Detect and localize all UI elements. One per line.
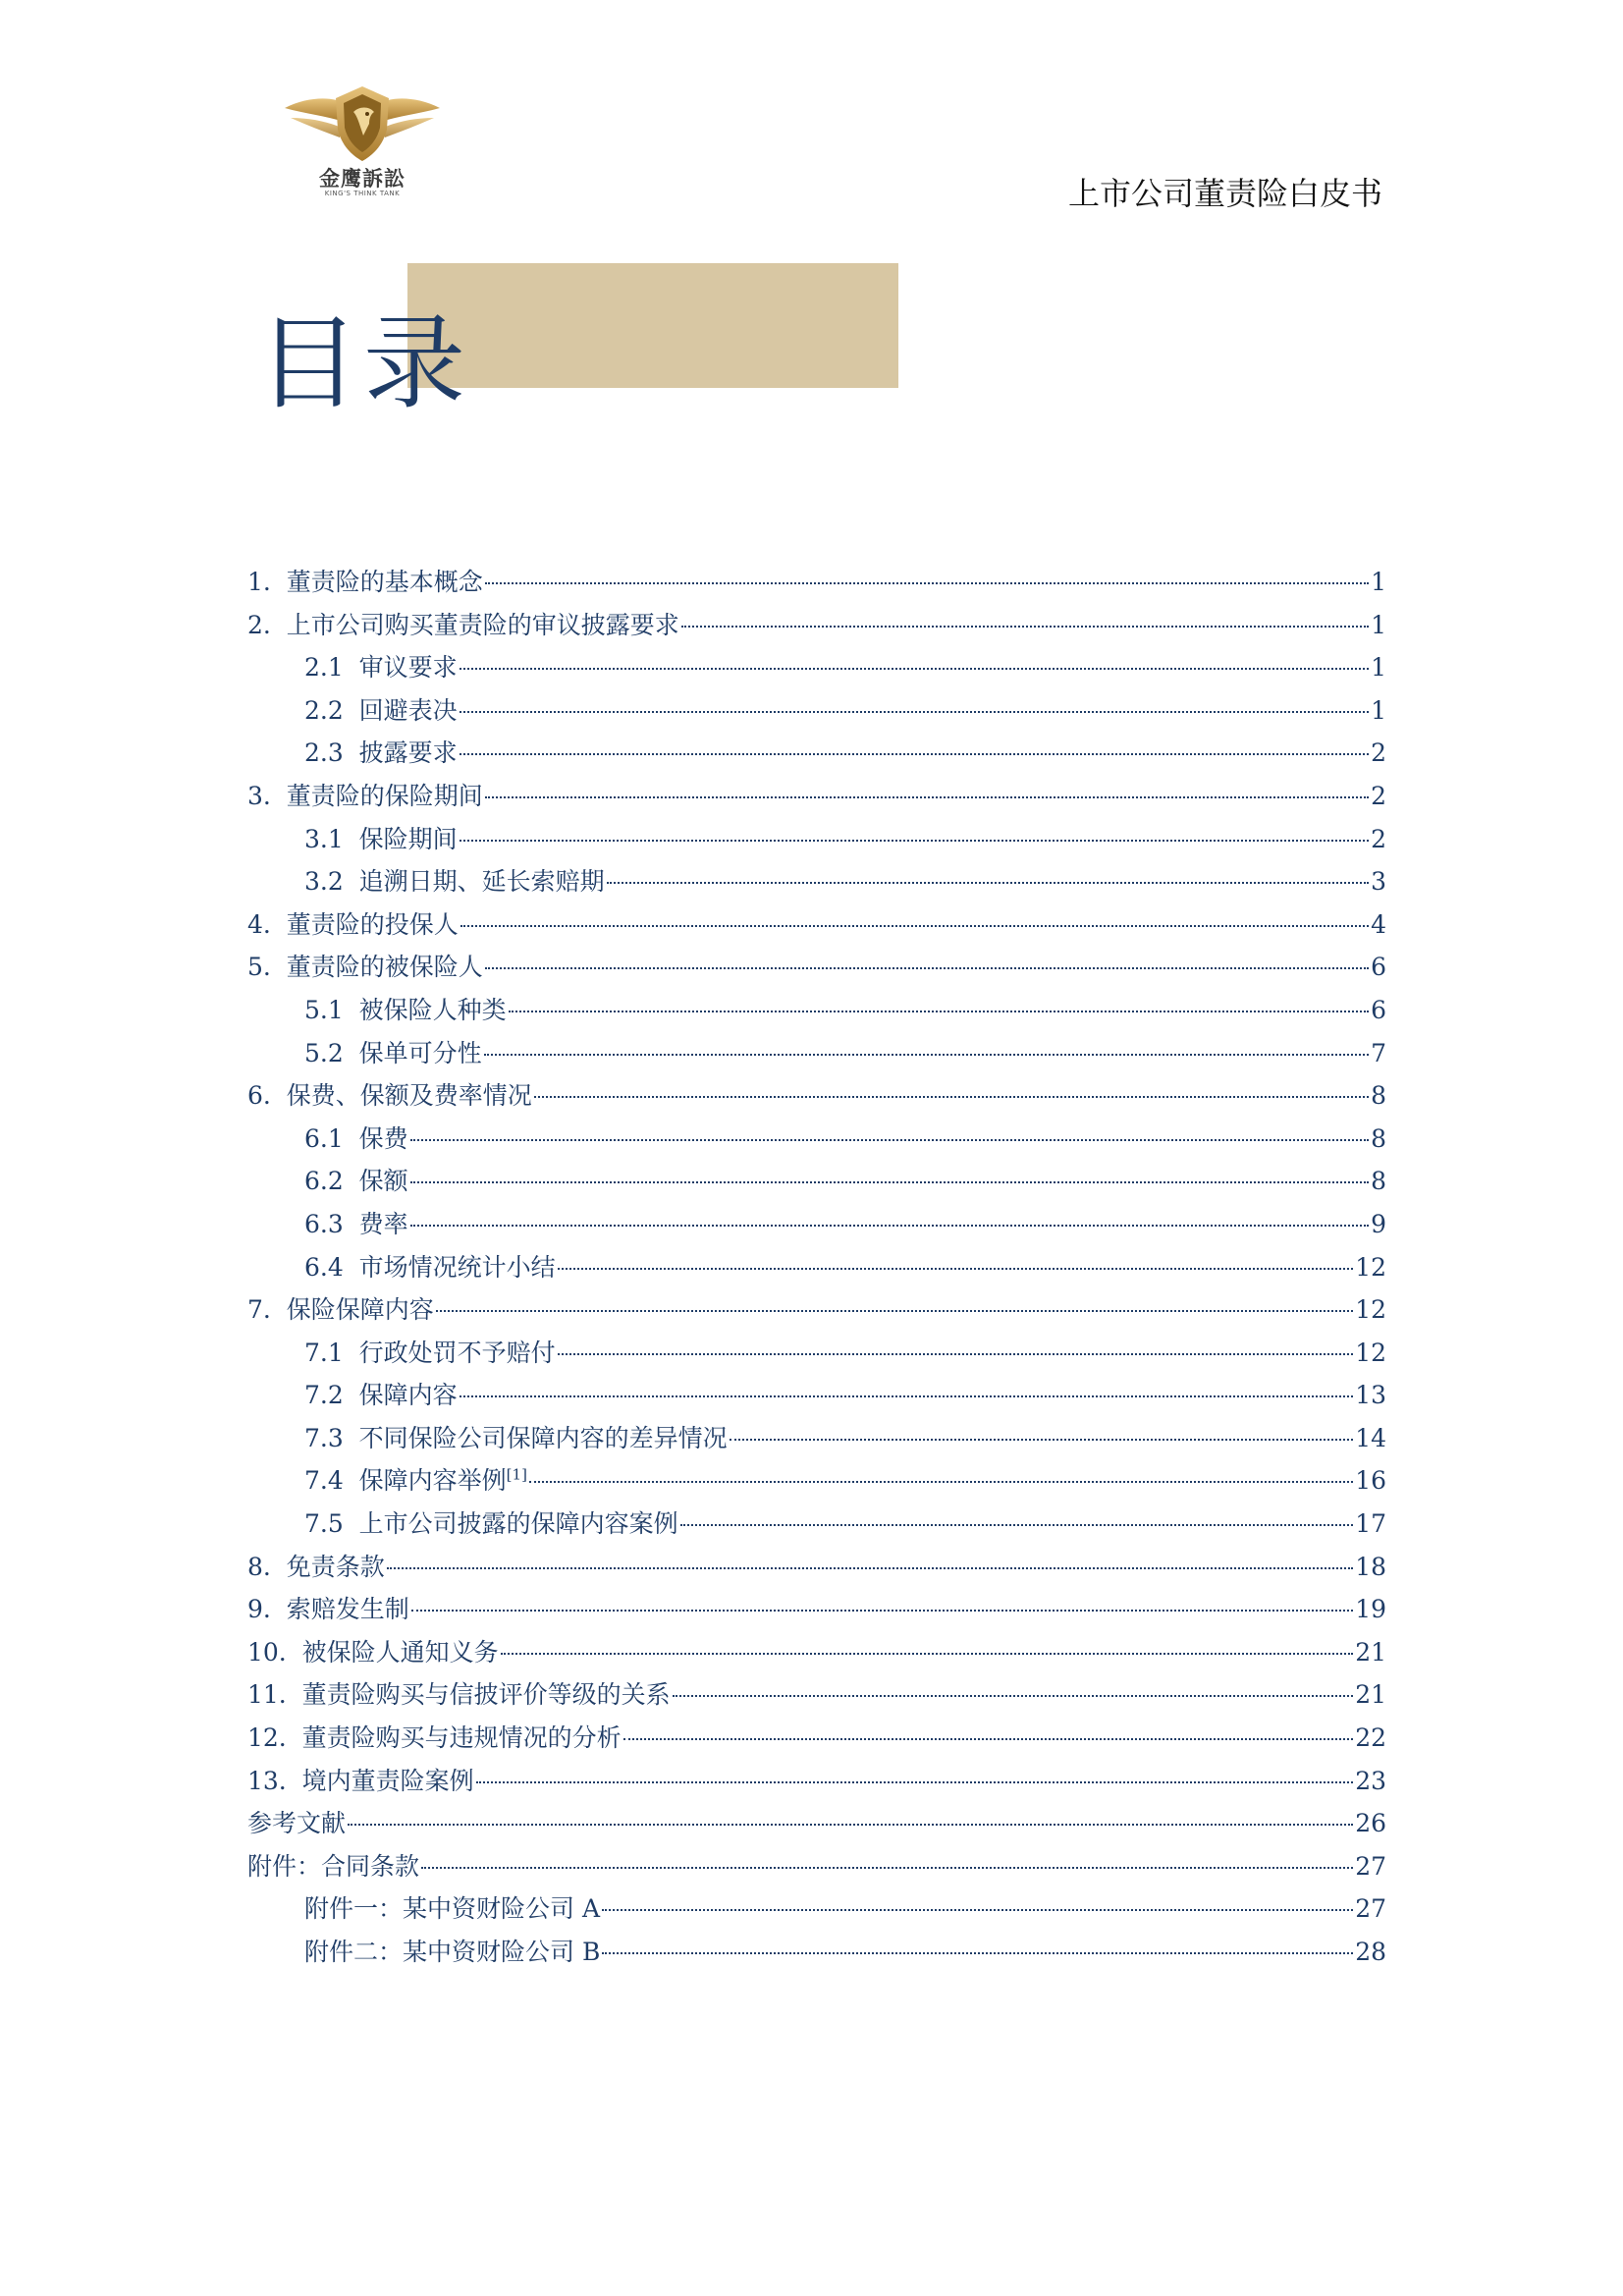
toc-entry[interactable] (247, 991, 1386, 1034)
toc-entry-title: 追溯日期、延长索赔期 (358, 867, 605, 897)
toc-entry[interactable] (247, 1034, 1386, 1077)
toc-entry-title: 回避表决 (358, 695, 458, 725)
toc-entry-page: 2 (1371, 738, 1386, 768)
toc-entry[interactable] (247, 1461, 1386, 1504)
toc-entry[interactable] (247, 1205, 1386, 1248)
toc-entry-number: 7.3 (304, 1423, 359, 1452)
toc-entry-title: 被保险人通知义务 (301, 1637, 499, 1667)
dot-leader (410, 1181, 1369, 1183)
toc-entry-number: 7.1 (304, 1338, 359, 1367)
document-title: 上市公司董责险白皮书 (1067, 175, 1382, 212)
toc-entry[interactable] (247, 1376, 1386, 1419)
dot-leader (501, 1653, 1354, 1655)
toc-entry[interactable] (247, 905, 1386, 949)
toc-entry-page: 6 (1371, 953, 1386, 982)
dot-leader (460, 668, 1369, 670)
toc-entry-page: 6 (1371, 995, 1386, 1024)
dot-leader (460, 840, 1369, 842)
toc-entry-page: 22 (1355, 1723, 1386, 1753)
dot-leader (348, 1824, 1353, 1826)
toc-entry-page: 2 (1371, 824, 1386, 853)
toc-entry-number: 1. (247, 568, 287, 596)
toc-entry[interactable] (247, 1548, 1386, 1591)
toc-entry-title: 保障内容举例[1] (358, 1466, 527, 1496)
toc-entry-page: 26 (1355, 1809, 1386, 1838)
toc-entry[interactable] (247, 1334, 1386, 1377)
dot-leader (460, 1395, 1354, 1397)
toc-entry-page: 27 (1355, 1894, 1386, 1924)
toc-heading: 目录 (257, 303, 470, 423)
toc-entry[interactable] (247, 1675, 1386, 1719)
toc-entry-page: 3 (1371, 867, 1386, 897)
toc-entry-page: 2 (1371, 781, 1386, 810)
dot-leader (681, 626, 1369, 628)
dot-leader (485, 967, 1369, 969)
toc-entry-title: 董责险的被保险人 (286, 953, 483, 982)
dot-leader (484, 1054, 1369, 1056)
dot-leader (485, 796, 1369, 798)
toc-entry-title: 董责险购买与违规情况的分析 (301, 1723, 622, 1753)
toc-entry-title: 审议要求 (358, 653, 458, 683)
logo-name: 金鹰訴訟 (319, 166, 406, 191)
dot-leader (602, 1952, 1353, 1954)
toc-entry[interactable] (247, 1719, 1386, 1762)
dot-leader (534, 1096, 1369, 1098)
toc-entry-number: 7.2 (304, 1381, 359, 1410)
table-of-contents (247, 563, 1386, 1976)
toc-entry-title: 保障内容 (358, 1381, 458, 1410)
toc-entry-title: 董责险购买与信披评价等级的关系 (301, 1680, 671, 1710)
dot-leader (387, 1567, 1353, 1569)
toc-entry-page: 21 (1355, 1637, 1386, 1667)
toc-entry-page: 14 (1355, 1423, 1386, 1452)
toc-entry-number: 9. (247, 1595, 287, 1624)
toc-entry-page: 1 (1371, 653, 1386, 683)
toc-entry[interactable] (247, 862, 1386, 905)
toc-entry-page: 8 (1371, 1081, 1386, 1111)
dot-leader (460, 711, 1369, 713)
toc-entry-number: 6.1 (304, 1123, 359, 1153)
toc-entry-page: 12 (1355, 1338, 1386, 1367)
toc-entry-page: 23 (1355, 1766, 1386, 1795)
toc-entry-title: 附件二：某中资财险公司 B (304, 1938, 601, 1966)
toc-entry-number: 7. (247, 1295, 287, 1325)
toc-entry-page: 21 (1355, 1680, 1386, 1710)
toc-entry[interactable] (247, 1762, 1386, 1805)
dot-leader (460, 753, 1369, 755)
toc-entry-title: 董责险的基本概念 (286, 568, 483, 596)
toc-entry-page: 4 (1371, 909, 1386, 939)
eagle-shield-logo-icon (279, 79, 446, 167)
toc-entry[interactable] (247, 1290, 1386, 1334)
toc-entry-title: 被保险人种类 (358, 995, 507, 1024)
toc-entry-page: 7 (1371, 1038, 1386, 1067)
toc-entry-number: 6.4 (304, 1252, 359, 1282)
toc-entry-page: 16 (1355, 1466, 1386, 1496)
toc-entry[interactable] (247, 1590, 1386, 1633)
toc-entry-number: 12. (247, 1723, 302, 1753)
toc-entry-title: 附件：合同条款 (247, 1851, 420, 1881)
toc-entry-title: 保险保障内容 (286, 1295, 434, 1325)
toc-entry[interactable] (247, 1162, 1386, 1205)
toc-entry-number: 2. (247, 610, 287, 639)
toc-entry-number: 3.2 (304, 867, 359, 897)
dot-leader (680, 1524, 1354, 1526)
toc-entry-title: 董责险的投保人 (286, 909, 459, 939)
toc-entry[interactable] (247, 777, 1386, 820)
toc-entry-number: 4. (247, 909, 287, 939)
toc-entry-title: 保额 (358, 1167, 408, 1196)
toc-entry[interactable] (247, 563, 1386, 606)
dot-leader (602, 1909, 1353, 1911)
dot-leader (410, 1225, 1369, 1227)
toc-entry-title: 免责条款 (286, 1552, 385, 1581)
toc-entry[interactable] (247, 1933, 1386, 1976)
toc-entry[interactable] (247, 1889, 1386, 1933)
toc-entry-number: 6. (247, 1081, 287, 1111)
toc-entry[interactable] (247, 648, 1386, 691)
toc-entry[interactable] (247, 1419, 1386, 1462)
toc-entry[interactable] (247, 1804, 1386, 1847)
toc-entry-title: 保单可分性 (358, 1038, 482, 1067)
toc-entry[interactable] (247, 691, 1386, 735)
toc-entry-page: 1 (1371, 568, 1386, 596)
toc-entry-number: 2.1 (304, 653, 359, 683)
dot-leader (623, 1738, 1354, 1740)
toc-entry-number: 5. (247, 953, 287, 982)
toc-entry-title: 保险期间 (358, 824, 458, 853)
dot-leader (436, 1310, 1353, 1312)
toc-entry-page: 8 (1371, 1123, 1386, 1153)
toc-entry-title: 披露要求 (358, 738, 458, 768)
toc-entry-page: 1 (1371, 610, 1386, 639)
toc-entry-title: 董责险的保险期间 (286, 781, 483, 810)
dot-leader (607, 882, 1369, 884)
dot-leader (558, 1268, 1354, 1270)
toc-entry-title: 参考文献 (247, 1809, 347, 1838)
toc-entry[interactable] (247, 1120, 1386, 1163)
toc-entry-number: 3.1 (304, 824, 359, 853)
toc-entry-number: 3. (247, 781, 287, 810)
toc-entry-title: 费率 (358, 1209, 408, 1238)
toc-entry-number: 11. (247, 1680, 302, 1710)
toc-entry-page: 18 (1355, 1552, 1386, 1581)
toc-entry-page: 13 (1355, 1381, 1386, 1410)
toc-entry-number: 8. (247, 1552, 287, 1581)
dot-leader (529, 1481, 1353, 1483)
dot-leader (476, 1781, 1354, 1783)
toc-entry-title: 保费 (358, 1123, 408, 1153)
toc-entry-title: 索赔发生制 (286, 1595, 409, 1624)
toc-entry-page: 9 (1371, 1209, 1386, 1238)
toc-entry[interactable] (247, 820, 1386, 863)
dot-leader (410, 1139, 1369, 1141)
toc-entry-title: 境内董责险案例 (301, 1766, 474, 1795)
title-accent-block (407, 263, 898, 388)
dot-leader (485, 582, 1369, 584)
toc-entry-page: 28 (1355, 1938, 1386, 1966)
toc-entry-title: 行政处罚不予赔付 (358, 1338, 556, 1367)
toc-entry[interactable] (247, 1504, 1386, 1548)
toc-entry-number: 5.1 (304, 995, 359, 1024)
dot-leader (460, 925, 1369, 927)
toc-entry-number: 7.5 (304, 1509, 359, 1539)
toc-entry-page: 17 (1355, 1509, 1386, 1539)
dot-leader (673, 1695, 1354, 1697)
toc-entry-number: 13. (247, 1766, 302, 1795)
toc-entry-page: 1 (1371, 695, 1386, 725)
toc-entry-number: 6.3 (304, 1209, 359, 1238)
toc-entry-number: 2.2 (304, 695, 359, 725)
toc-entry-title: 市场情况统计小结 (358, 1252, 556, 1282)
dot-leader (509, 1011, 1369, 1012)
toc-entry-number: 2.3 (304, 738, 359, 768)
dot-leader (730, 1439, 1354, 1441)
toc-entry-number: 7.4 (304, 1466, 359, 1496)
toc-entry-title: 上市公司购买董责险的审议披露要求 (286, 610, 679, 639)
toc-entry-page: 27 (1355, 1851, 1386, 1881)
toc-entry-title: 不同保险公司保障内容的差异情况 (358, 1423, 728, 1452)
toc-entry[interactable] (247, 734, 1386, 777)
toc-entry[interactable] (247, 606, 1386, 649)
toc-entry-page: 8 (1371, 1167, 1386, 1196)
toc-entry-page: 12 (1355, 1295, 1386, 1325)
toc-entry-title: 上市公司披露的保障内容案例 (358, 1509, 678, 1539)
toc-entry-page: 12 (1355, 1252, 1386, 1282)
toc-entry[interactable] (247, 1248, 1386, 1291)
toc-entry-title: 附件一：某中资财险公司 A (304, 1894, 601, 1924)
toc-entry[interactable] (247, 1847, 1386, 1890)
toc-entry[interactable] (247, 948, 1386, 991)
toc-entry-number: 6.2 (304, 1167, 359, 1196)
company-logo (279, 79, 446, 202)
dot-leader (421, 1867, 1353, 1869)
toc-entry-number: 5.2 (304, 1038, 359, 1067)
toc-entry[interactable] (247, 1633, 1386, 1676)
footnote-marker[interactable]: [1] (506, 1466, 527, 1485)
toc-entry-title: 保费、保额及费率情况 (286, 1081, 532, 1111)
toc-entry[interactable] (247, 1076, 1386, 1120)
toc-entry-page: 19 (1355, 1595, 1386, 1624)
toc-entry-number: 10. (247, 1637, 302, 1667)
logo-subtitle: KING'S THINK TANK (324, 190, 401, 197)
dot-leader (411, 1610, 1353, 1612)
dot-leader (558, 1353, 1354, 1355)
